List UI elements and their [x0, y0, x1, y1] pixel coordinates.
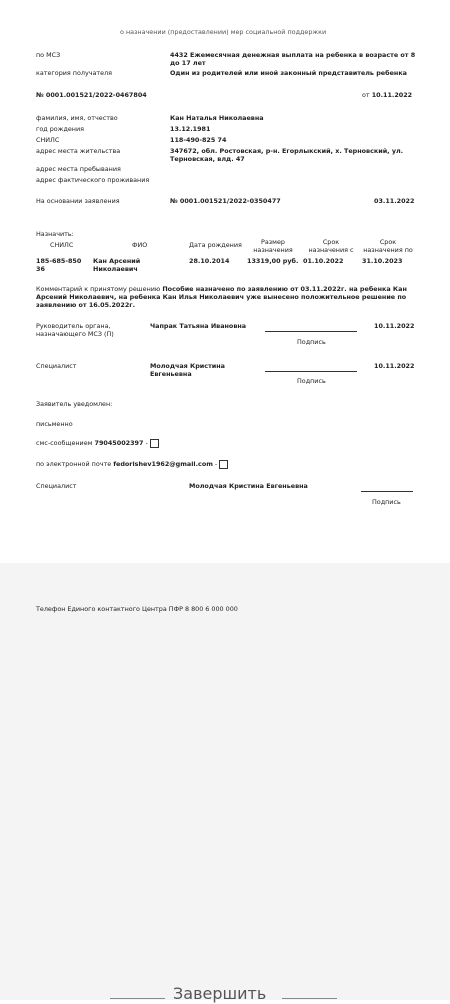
comment-text: Пособие назначено по заявлению от 03.11.2022г. на ребенка Кан Арсений Николаевич, на ребенка Кан Илья Николаевич уже вынесено положительное решение по заявлению от 16.05.2022г.	[36, 285, 407, 309]
head-label: Руководитель органа, назначающего МСЗ (П)	[36, 322, 114, 338]
assign-label: Назначить:	[36, 230, 74, 238]
spec-label: Специалист	[36, 362, 77, 370]
row-date-to: 31.10.2023	[362, 257, 403, 265]
row-snils: 185-685-850 36	[36, 257, 82, 273]
residence-label: адрес места жительства	[36, 147, 121, 155]
notify-signature-line	[361, 491, 413, 492]
snils-label: СНИЛС	[36, 136, 60, 144]
notify-sms	[36, 439, 148, 447]
notify-spec-name: Молодчая Кристина Евгеньевна	[189, 482, 308, 490]
button-left-rule	[110, 998, 165, 999]
spec-date: 10.11.2022	[374, 362, 415, 370]
spec-signature-caption: Подпись	[297, 377, 326, 385]
finish-button[interactable]: Завершить	[173, 984, 267, 1003]
sms-checkbox[interactable]	[150, 439, 159, 448]
fio-label: фамилия, имя, отчество	[36, 114, 118, 122]
col-header-date-to: Срок назначения по	[363, 238, 413, 254]
stay-address-label: адрес места пребывания	[36, 165, 121, 173]
spec-name: Молодчая Кристина Евгеньевна	[150, 362, 225, 378]
col-header-birth-date: Дата рождения	[189, 241, 242, 249]
notify-email	[36, 460, 217, 468]
row-fio: Кан Арсений Николаевич	[93, 257, 141, 273]
page-gap-background	[0, 563, 450, 1000]
notify-written: письменно	[36, 420, 73, 428]
row-amount: 13319,00 руб.	[247, 257, 299, 265]
footer-phone: Телефон Единого контактного Центра ПФР 8 800 6 000 000	[36, 605, 238, 613]
decision-date-prefix: от	[362, 91, 370, 99]
decision-number: № 0001.001521/2022-0467804	[36, 91, 147, 99]
snils-value: 118-490-825 74	[170, 136, 227, 144]
actual-address-label: адрес фактического проживания	[36, 176, 150, 184]
residence-value: 347672, обл. Ростовская, р-н. Егорлыкский, х. Терновский, ул. Терновская, влд. 47	[170, 147, 404, 163]
head-signature-caption: Подпись	[297, 338, 326, 346]
category-value: Один из родителей или иной законный представитель ребенка	[170, 69, 407, 77]
notify-sms-prefix: смс-сообщением	[36, 439, 93, 447]
col-header-snils: СНИЛС	[50, 241, 74, 249]
comment-label: Комментарий к принятому решению	[36, 285, 161, 293]
col-header-amount: Размер назначения	[253, 238, 293, 254]
spec-signature-line	[265, 371, 357, 372]
decision-date	[362, 91, 412, 99]
head-name: Чапрак Татьяна Ивановна	[150, 322, 247, 330]
notify-email-address: fedorishev1962@gmail.com	[113, 460, 213, 468]
fio-value: Кан Наталья Николаевна	[170, 114, 264, 122]
head-date: 10.11.2022	[374, 322, 415, 330]
notify-email-suffix: -	[214, 460, 218, 468]
basis-number: № 0001.001521/2022-0350477	[170, 197, 281, 205]
email-checkbox[interactable]	[219, 460, 228, 469]
row-birth-date: 28.10.2014	[189, 257, 230, 265]
basis-date: 03.11.2022	[374, 197, 415, 205]
notify-sms-suffix: -	[145, 439, 148, 447]
row-date-from: 01.10.2022	[303, 257, 344, 265]
notify-sms-phone: 79045002397	[94, 439, 144, 447]
basis-label: На основании заявления	[36, 197, 120, 205]
msz-label: по МСЗ	[36, 51, 61, 59]
notify-signature-caption: Подпись	[372, 498, 401, 506]
notify-label: Заявитель уведомлен:	[36, 400, 113, 408]
birth-year-value: 13.12.1981	[170, 125, 211, 133]
category-label: категория получателя	[36, 69, 113, 77]
notify-email-prefix: по электронной почте	[36, 460, 112, 468]
head-signature-line	[265, 331, 357, 332]
decision-date-value: 10.11.2022	[371, 91, 413, 99]
button-right-rule	[282, 998, 337, 999]
birth-year-label: год рождения	[36, 125, 84, 133]
comment-block	[36, 285, 416, 309]
clipped-header-text: о назначении (предоставлении) мер социальной поддержки	[120, 28, 327, 36]
col-header-fio: ФИО	[132, 241, 148, 249]
notify-spec-label: Специалист	[36, 482, 77, 490]
col-header-date-from: Срок назначения с	[308, 238, 354, 254]
msz-value: 4432 Ежемесячная денежная выплата на ребенка в возрасте от 8 до 17 лет	[170, 51, 416, 67]
